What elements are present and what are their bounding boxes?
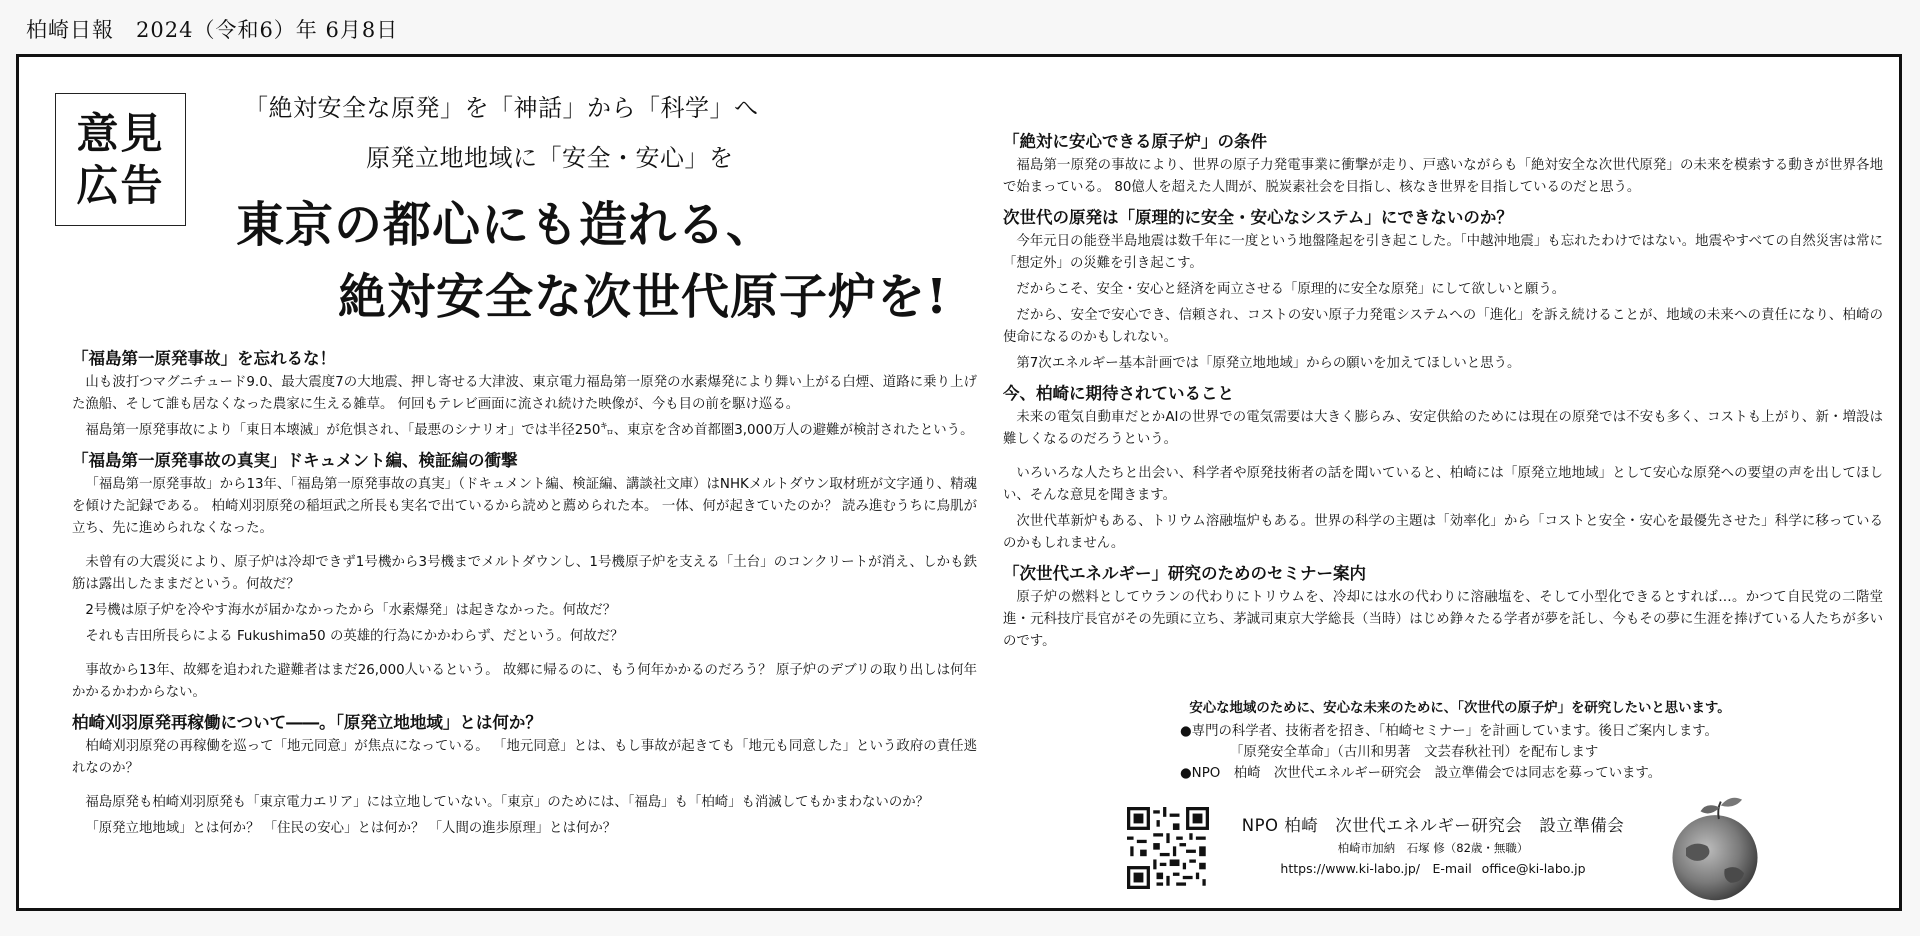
section-title: 「絶対に安心できる原子炉」の条件 (1003, 132, 1267, 151)
organization-web: https://www.ki-labo.jp/ E-mail office@ki-labo.jp (1280, 861, 1586, 876)
section-title: 「次世代エネルギー」研究のためのセミナー案内 (1003, 564, 1366, 583)
article-paragraph: 未曾有の大震災により、原子炉は冷却できず1号機から3号機までメルトダウンし、1号機原子炉を支える「土台」のコンクリートが消え、しかも鉄筋は露出したままだという。何故だ？ (72, 555, 977, 592)
headline-main-1: 東京の都心にも造れる、 (236, 197, 776, 253)
stamp-line-2: 広告 (76, 160, 165, 210)
article-paragraph: いろいろな人たちと出会い、科学者や原発技術者の話を聞いていると、柏崎には「原発立地地域」として安心な原発への要望の声を出してほしい、そんな意見を聞きます。 (1003, 466, 1883, 503)
section-title: 「福島第一原発事故の真実」ドキュメント編、検証編の衝撃 (72, 451, 518, 470)
article-paragraph: 「原発立地地域」とは何か？ 「住民の安心」とは何か？ 「人間の進歩原理」とは何か？ (85, 821, 617, 836)
article-paragraph: 柏崎刈羽原発の再稼働を巡って「地元同意」が焦点になっている。 「地元同意」とは、もし事故が起きても「地元も同意した」という政府の責任逃れなのか？ (72, 739, 977, 776)
paragraph-gap (72, 544, 977, 552)
organization-info (1228, 812, 1638, 877)
article-paragraph: だからこそ、安全・安心と経済を両立させる「原理的に安全な原発」にして欲しいと願う。 (1016, 282, 1566, 297)
section-title: 今、柏崎に期待されていること (1003, 384, 1234, 403)
globe-plant-icon (1656, 790, 1774, 906)
article-paragraph: それも吉田所長らによる Fukushima50 の英雄的行為にかかわらず、だという。何故だ？ (85, 629, 624, 644)
article-paragraph: 次世代革新炉もある、トリウム溶融塩炉もある。世界の科学の主題は「効率化」から「コストと安全・安心を最優先させた」科学に移っているのかもしれません。 (1003, 514, 1883, 551)
article-paragraph: だから、安全で安心でき、信頼され、コストの安い原子力発電システムへの「進化」を訴え続けることが、地域の未来への責任になり、柏崎の使命になるのかもしれない。 (1003, 308, 1883, 345)
article-paragraph: 第7次エネルギー基本計画では「原発立地地域」からの願いを加えてほしいと思う。 (1016, 356, 1521, 371)
headline-sub-2: 原発立地地域に「安全・安心」を (366, 144, 734, 172)
headline-sub-1: 「絶対安全な原発」を「神話」から「科学」へ (244, 94, 759, 122)
organization-name: NPO 柏崎 次世代エネルギー研究会 設立準備会 (1241, 816, 1625, 835)
opinion-ad-stamp (55, 93, 186, 226)
right-article-column (1003, 123, 1883, 657)
qr-code-icon (1127, 807, 1209, 889)
article-paragraph: 福島原発も柏崎刈羽原発も「東京電力エリア」には立地していない。「東京」のためには、「福島」も「柏崎」も消滅してもかまわないのか？ (85, 795, 929, 810)
section-title: 次世代の原発は「原理的に安全・安心なシステム」にできないのか？ (1003, 208, 1513, 227)
article-paragraph: 今年元日の能登半島地震は数千年に一度という地盤隆起を引き起こした。「中越沖地震」も忘れたわけではない。地震やすべての自然災害は常に「想定外」の災難を引き起こす。 (1003, 234, 1883, 271)
notice-line-1: ●専門の科学者、技術者を招き、「柏崎セミナー」を計画しています。後日ご案内します。 (1180, 724, 1718, 739)
paragraph-gap (1003, 455, 1883, 463)
section-title: 「福島第一原発事故」を忘れるな！ (72, 349, 336, 368)
paragraph-gap (72, 784, 977, 792)
article-paragraph: 山も波打つマグニチュード9.0、最大震度7の大地震、押し寄せる大津波、東京電力福島第一原発の水素爆発により舞い上がる白煙、道路に乗り上げた漁船、そして誰も居なくなった農家に生える雑草。 何回もテレビ画面に流され続けた映像が、今も目の前を駆け巡る。 (72, 375, 977, 412)
headline-main-2: 絶対安全な次世代原子炉を! (338, 269, 949, 325)
stamp-line-1: 意見 (76, 108, 165, 158)
paragraph-gap (72, 652, 977, 660)
article-paragraph: 福島第一原発事故により「東日本壊滅」が危惧され、「最悪のシナリオ」では半径250㌔、東京を含め首都圏3,000万人の避難が検討されたという。 (85, 423, 974, 438)
left-article-column (72, 340, 977, 844)
article-paragraph: 福島第一原発の事故により、世界の原子力発電事業に衝撃が走り、戸惑いながらも「絶対安全な次世代原発」の未来を模索する動きが世界各地で始まっている。 80億人を超えた人間が、脱炭素社会を目指し、核なき世界を目指しているのだと思う。 (1003, 158, 1883, 195)
notice-line-2: 「原発安全革命」（古川和男著 文芸春秋社刊）を配布します (1230, 745, 1599, 760)
article-paragraph: 事故から13年、故郷を追われた避難者はまだ26,000人いるという。 故郷に帰るのに、もう何年かかるのだろう？ 原子炉のデブリの取り出しは何年かかるかわからない。 (72, 663, 977, 700)
article-paragraph: 「福島第一原発事故」から13年、「福島第一原発事故の真実」（ドキュメント編、検証編、講談社文庫）はNHKメルトダウン取材班が文字通り、精魂を傾けた記録である。 柏崎刈羽原発の稲垣武之所長も実名で出ているから読めと薦められた本。 一体、何が起きていたのか？ 読み進むうちに鳥肌が立ち、先に進められなくなった。 (72, 477, 977, 536)
article-paragraph: 未来の電気自動車だとかAIの世界での電気需要は大きく膨らみ、安定供給のためには現在の原発では不安も多く、コストも上がり、新・増設は難しくなるのだろうという。 (1003, 410, 1883, 447)
notice-line-3: ●NPO 柏崎 次世代エネルギー研究会 設立準備会では同志を募っています。 (1180, 766, 1662, 781)
article-paragraph: 原子炉の燃料としてウランの代わりにトリウムを、冷却には水の代わりに溶融塩を、そして小型化できるとすれば…。かつて自民党の二階堂進・元科技庁長官がその先頭に立ち、茅誠司東京大学総長（当時）はじめ錚々たる学者が夢を託し、今もその夢に生涯を捧げている人たちが多いのです。 (1003, 590, 1883, 649)
seminar-notice (1120, 698, 1800, 784)
notice-lead: 安心な地域のために、安心な未来のために、「次世代の原子炉」を研究したいと思います。 (1189, 701, 1731, 716)
article-paragraph: 2号機は原子炉を冷やす海水が届かなかったから「水素爆発」は起きなかった。何故だ？ (85, 603, 617, 618)
organization-address: 柏崎市加納 石塚 修（82歳・無職） (1337, 841, 1529, 855)
masthead-date: 柏崎日報 2024（令和6）年 6月8日 (26, 18, 399, 42)
section-title: 柏崎刈羽原発再稼働について――。「原発立地地域」とは何か？ (72, 713, 542, 732)
